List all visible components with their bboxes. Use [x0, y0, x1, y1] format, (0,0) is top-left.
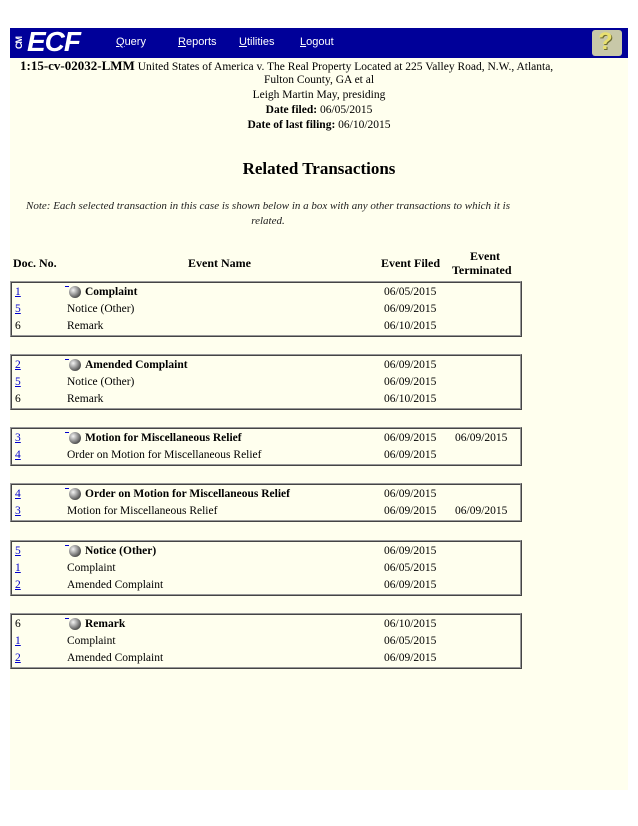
- event-filed-date: 06/09/2015: [384, 449, 437, 461]
- gray-ball-icon: [69, 359, 81, 371]
- event-name: Complaint: [85, 286, 138, 298]
- transaction-group: [10, 427, 522, 466]
- transaction-row: [12, 543, 520, 560]
- column-event-terminated-line1: Event: [470, 249, 500, 263]
- event-filed-date: 06/09/2015: [384, 432, 437, 444]
- menu-query[interactable]: Query: [116, 36, 146, 48]
- event-filed-date: 06/10/2015: [384, 393, 437, 405]
- page-body: [10, 28, 628, 790]
- link-underscore[interactable]: [65, 432, 69, 433]
- doc-number: 6: [15, 618, 21, 630]
- event-name: Remark: [85, 618, 126, 630]
- event-filed-date: 06/09/2015: [384, 303, 437, 315]
- doc-number-link[interactable]: 1: [15, 286, 21, 298]
- event-filed-date: 06/09/2015: [384, 359, 437, 371]
- doc-number-link[interactable]: 3: [15, 505, 21, 517]
- link-underscore[interactable]: [65, 359, 69, 360]
- doc-number-link[interactable]: 3: [15, 432, 21, 444]
- date-last-filing: [10, 118, 628, 133]
- transaction-row: [12, 447, 520, 464]
- doc-number-link[interactable]: 1: [15, 562, 21, 574]
- doc-number: 6: [15, 320, 21, 332]
- event-name: Motion for Miscellaneous Relief: [67, 505, 218, 517]
- event-name: Complaint: [67, 562, 116, 574]
- transaction-group: [10, 281, 522, 337]
- event-name: Order on Motion for Miscellaneous Relief: [67, 449, 262, 461]
- event-name: Amended Complaint: [67, 652, 164, 664]
- doc-number-link[interactable]: 2: [15, 579, 21, 591]
- transaction-row: [12, 486, 520, 503]
- event-filed-date: 06/09/2015: [384, 579, 437, 591]
- transaction-row: [12, 391, 520, 408]
- event-filed-date: 06/10/2015: [384, 618, 437, 630]
- event-filed-date: 06/09/2015: [384, 376, 437, 388]
- transaction-row: [12, 318, 520, 335]
- event-terminated-date: 06/09/2015: [455, 432, 508, 444]
- transaction-row: [12, 577, 520, 594]
- event-name: Motion for Miscellaneous Relief: [85, 432, 242, 444]
- column-event-name: Event Name: [188, 256, 251, 270]
- transaction-row: [12, 284, 520, 301]
- doc-number-link[interactable]: 5: [15, 376, 21, 388]
- doc-number-link[interactable]: 5: [15, 545, 21, 557]
- event-name: Complaint: [67, 635, 116, 647]
- doc-number-link[interactable]: 4: [15, 488, 21, 500]
- link-underscore[interactable]: [65, 545, 69, 546]
- logo-side-text: CM: [14, 37, 24, 49]
- gray-ball-icon: [69, 545, 81, 557]
- event-name: Remark: [67, 320, 104, 332]
- transaction-row: [12, 616, 520, 633]
- gray-ball-icon: [69, 432, 81, 444]
- transaction-group: [10, 354, 522, 410]
- logo-main-text: ECF: [27, 26, 80, 57]
- doc-number-link[interactable]: 2: [15, 359, 21, 371]
- gray-ball-icon: [69, 618, 81, 630]
- event-name: Amended Complaint: [67, 579, 164, 591]
- transaction-row: [12, 430, 520, 447]
- doc-number-link[interactable]: 4: [15, 449, 21, 461]
- menu-reports[interactable]: Reports: [178, 36, 217, 48]
- transaction-row: [12, 560, 520, 577]
- event-name: Notice (Other): [67, 376, 135, 388]
- note-text: Note: Each selected transaction in this case is shown below in a box with any other transactions to which it is related.: [26, 200, 510, 227]
- last-filing-value: 06/10/2015: [338, 119, 391, 131]
- transaction-row: [12, 374, 520, 391]
- event-name: Order on Motion for Miscellaneous Relief: [85, 488, 290, 500]
- case-title-part1: United States of America v. The Real Property Located at 225 Valley Road, N.W., Atlanta,: [137, 61, 554, 73]
- case-number: 1:15-cv-02032-LMM: [20, 58, 135, 73]
- transaction-group: [10, 540, 522, 596]
- event-filed-date: 06/09/2015: [384, 488, 437, 500]
- event-filed-date: 06/05/2015: [384, 286, 437, 298]
- link-underscore[interactable]: [65, 488, 69, 489]
- event-filed-date: 06/05/2015: [384, 635, 437, 647]
- transaction-row: [12, 633, 520, 650]
- transaction-group: [10, 613, 522, 669]
- doc-number: 6: [15, 393, 21, 405]
- transaction-row: [12, 301, 520, 318]
- menu-logout[interactable]: Logout: [300, 36, 334, 48]
- last-filing-label: Date of last filing:: [247, 119, 336, 131]
- transaction-row: [12, 503, 520, 520]
- link-underscore[interactable]: [65, 286, 69, 287]
- transaction-row: [12, 357, 520, 374]
- date-filed-label: Date filed:: [265, 104, 318, 116]
- column-doc-no: Doc. No.: [13, 256, 57, 270]
- link-underscore[interactable]: [65, 618, 69, 619]
- gray-ball-icon: [69, 488, 81, 500]
- event-filed-date: 06/09/2015: [384, 505, 437, 517]
- doc-number-link[interactable]: 5: [15, 303, 21, 315]
- event-name: Notice (Other): [85, 545, 157, 557]
- section-title: Related Transactions: [242, 159, 396, 178]
- menu-utilities[interactable]: Utilities: [239, 36, 275, 48]
- event-name: Notice (Other): [67, 303, 135, 315]
- date-filed-value: 06/05/2015: [319, 104, 373, 116]
- column-event-filed: Event Filed: [381, 256, 440, 270]
- doc-number-link[interactable]: 1: [15, 635, 21, 647]
- event-name: Remark: [67, 393, 104, 405]
- event-terminated-date: 06/09/2015: [455, 505, 508, 517]
- column-event-terminated-line2: Terminated: [452, 263, 512, 277]
- event-filed-date: 06/09/2015: [384, 652, 437, 664]
- transaction-group: [10, 483, 522, 522]
- navigation-bar: [10, 28, 628, 58]
- event-filed-date: 06/10/2015: [384, 320, 437, 332]
- gray-ball-icon: [69, 286, 81, 298]
- event-filed-date: 06/09/2015: [384, 545, 437, 557]
- event-filed-date: 06/05/2015: [384, 562, 437, 574]
- presiding-judge: Leigh Martin May, presiding: [252, 89, 386, 101]
- help-icon[interactable]: ?: [592, 30, 622, 56]
- event-name: Amended Complaint: [85, 359, 188, 371]
- date-filed: [10, 103, 628, 118]
- transaction-row: [12, 650, 520, 667]
- case-title-part2: Fulton County, GA et al: [263, 74, 375, 86]
- doc-number-link[interactable]: 2: [15, 652, 21, 664]
